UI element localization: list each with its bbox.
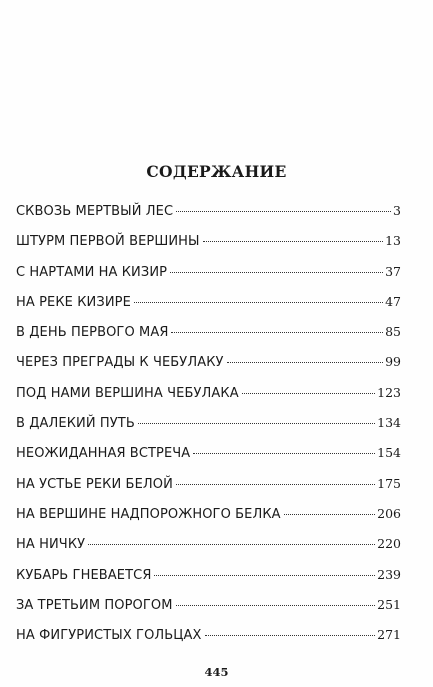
toc-entry bbox=[16, 590, 401, 620]
contents-heading: СОДЕРЖАНИЕ bbox=[146, 162, 287, 181]
toc-entry bbox=[16, 469, 401, 499]
toc-entry-title: ЧЕРЕЗ ПРЕГРАДЫ К ЧЕБУЛАКУ bbox=[16, 355, 224, 371]
toc-entry-page: 47 bbox=[385, 293, 401, 309]
dot-leader bbox=[205, 635, 376, 636]
toc-entry bbox=[16, 347, 401, 377]
dot-leader bbox=[138, 423, 375, 424]
toc-entry-title: ЗА ТРЕТЬИМ ПОРОГОМ bbox=[16, 597, 173, 613]
toc-entry bbox=[16, 560, 401, 590]
dot-leader bbox=[284, 514, 375, 515]
toc-entry-title: НЕОЖИДАННАЯ ВСТРЕЧА bbox=[16, 446, 191, 462]
dot-leader bbox=[154, 575, 375, 576]
toc-entry-page: 13 bbox=[385, 233, 401, 249]
toc-entry-page: 99 bbox=[385, 354, 401, 370]
toc-entry-page: 154 bbox=[377, 445, 401, 461]
toc-entry-page: 220 bbox=[377, 536, 401, 552]
toc-entry-page: 239 bbox=[377, 566, 401, 582]
toc-entry-page: 123 bbox=[377, 384, 401, 400]
toc-entry-title: ШТУРМ ПЕРВОЙ ВЕРШИНЫ bbox=[16, 234, 200, 250]
toc-entry bbox=[16, 287, 401, 317]
toc-entry bbox=[16, 196, 401, 226]
toc-entry bbox=[16, 378, 401, 408]
toc-entry-title: НА НИЧКУ bbox=[16, 537, 86, 553]
toc-entry-page: 134 bbox=[377, 415, 401, 431]
toc-entry bbox=[16, 226, 401, 256]
toc-entry-title: НА РЕКЕ КИЗИРЕ bbox=[16, 294, 131, 310]
dot-leader bbox=[227, 362, 384, 363]
toc-entry-title: КУБАРЬ ГНЕВАЕТСЯ bbox=[16, 567, 152, 583]
dot-leader bbox=[176, 605, 376, 606]
toc-entry-page: 206 bbox=[377, 505, 401, 521]
dot-leader bbox=[193, 453, 375, 454]
toc-entry-title: НА ФИГУРИСТЫХ ГОЛЬЦАХ bbox=[16, 628, 202, 644]
dot-leader bbox=[203, 241, 383, 242]
dot-leader bbox=[176, 211, 391, 212]
toc-entry-title: В ДАЛЕКИЙ ПУТЬ bbox=[16, 416, 135, 432]
dot-leader bbox=[176, 484, 375, 485]
dot-leader bbox=[88, 544, 375, 545]
toc-entry-page: 3 bbox=[393, 203, 401, 218]
toc-entry-page: 85 bbox=[385, 324, 401, 340]
dot-leader bbox=[170, 272, 383, 273]
toc-entry bbox=[16, 499, 401, 529]
toc-entry bbox=[16, 438, 401, 468]
toc-entry-title: В ДЕНЬ ПЕРВОГО МАЯ bbox=[16, 325, 169, 341]
toc-entry-page: 251 bbox=[377, 596, 401, 612]
toc-entry bbox=[16, 408, 401, 438]
toc-entry bbox=[16, 257, 401, 287]
toc-entry-title: С НАРТАМИ НА КИЗИР bbox=[16, 264, 168, 280]
toc-entry bbox=[16, 317, 401, 347]
page-number: 445 bbox=[204, 665, 229, 679]
dot-leader bbox=[242, 393, 375, 394]
toc-entry bbox=[16, 620, 401, 650]
toc-entry-title: ПОД НАМИ ВЕРШИНА ЧЕБУЛАКА bbox=[16, 385, 239, 401]
toc-entry-page: 37 bbox=[385, 263, 401, 279]
toc-entry-title: НА УСТЬЕ РЕКИ БЕЛОЙ bbox=[16, 476, 173, 492]
toc-entry bbox=[16, 529, 401, 559]
dot-leader bbox=[134, 302, 383, 303]
toc-entry-page: 175 bbox=[377, 475, 401, 491]
toc-entry-title: СКВОЗЬ МЕРТВЫЙ ЛЕС bbox=[16, 204, 174, 219]
dot-leader bbox=[171, 332, 383, 333]
table-of-contents bbox=[16, 196, 401, 650]
toc-entry-title: НА ВЕРШИНЕ НАДПОРОЖНОГО БЕЛКА bbox=[16, 506, 281, 522]
toc-entry-page: 271 bbox=[377, 627, 401, 643]
